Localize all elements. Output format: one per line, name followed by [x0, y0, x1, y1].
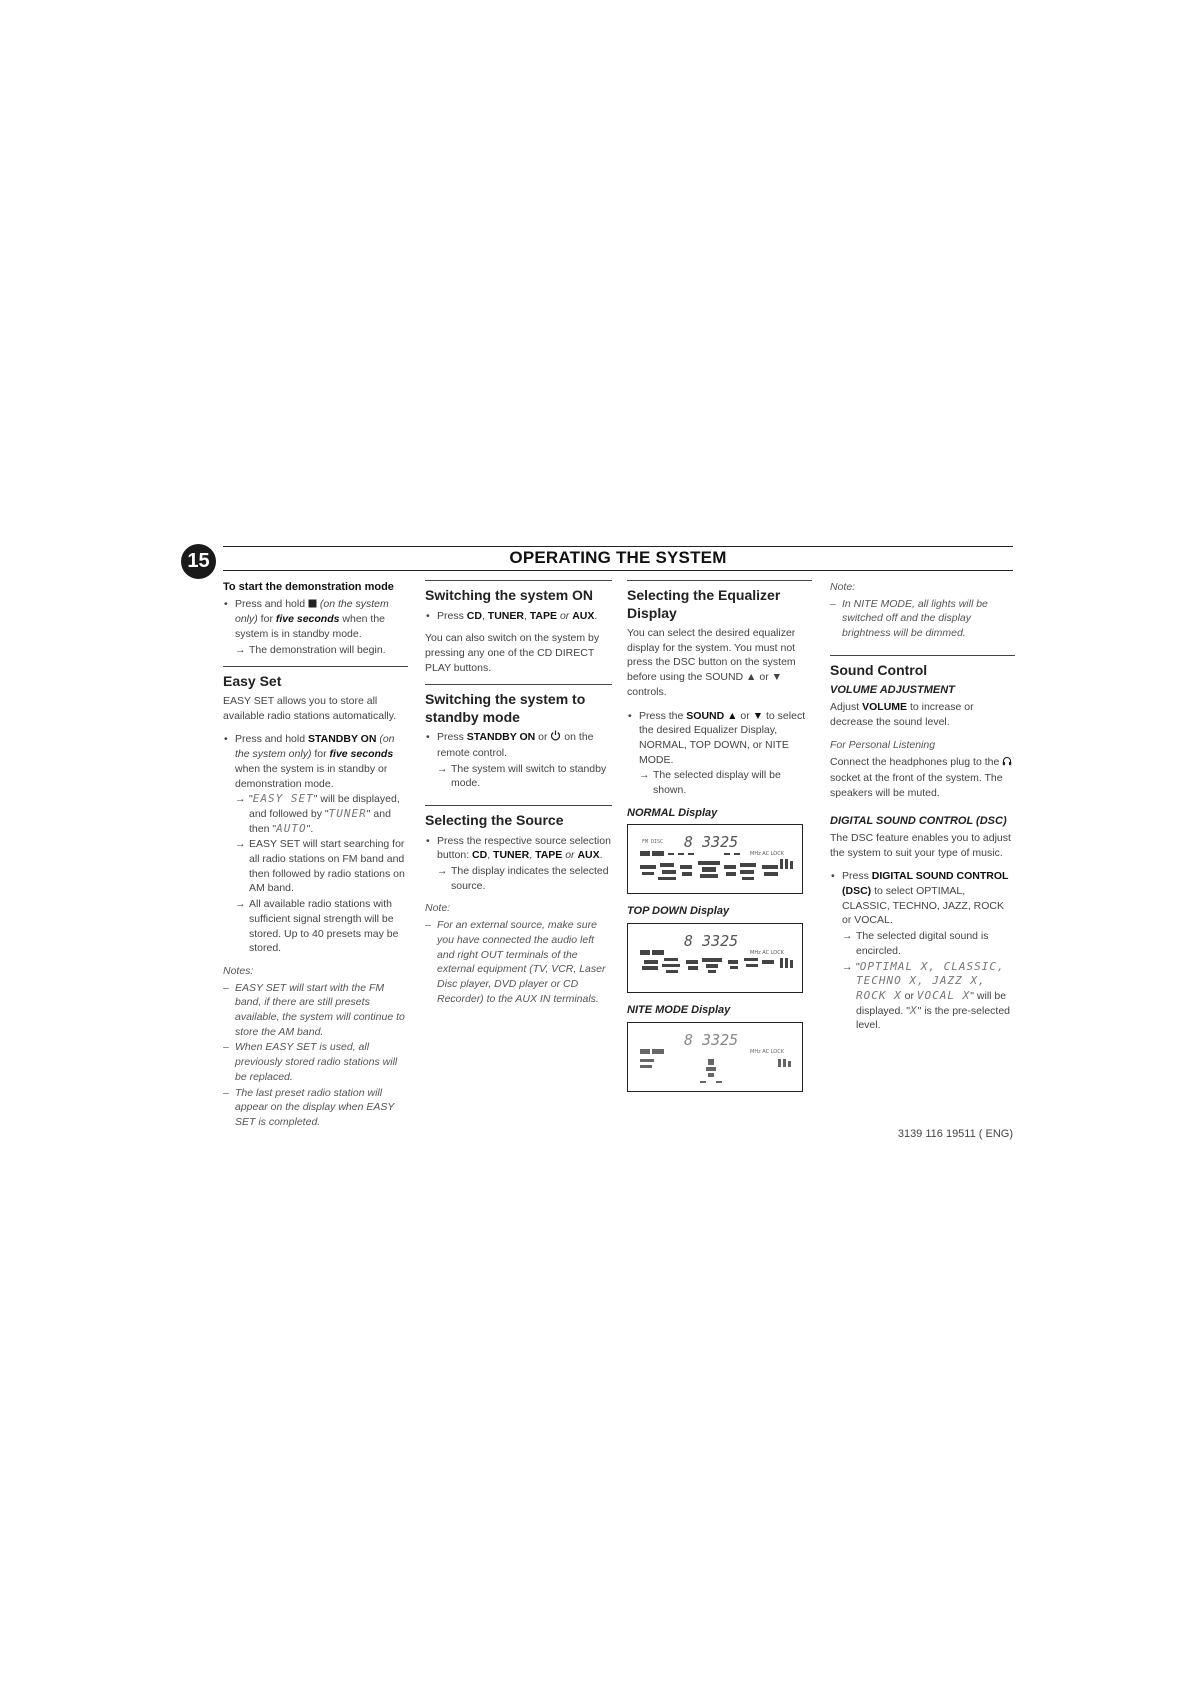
power-icon: [550, 730, 561, 746]
text: CD: [472, 849, 488, 862]
lcd-digits: 8 3325: [684, 833, 739, 852]
text: " is the pre-selected level.: [856, 1004, 1011, 1032]
note-label: Note:: [830, 581, 856, 593]
text: Press and hold: [235, 597, 308, 610]
list-item: [223, 732, 408, 791]
list-item: [830, 960, 1015, 1034]
header-rule-top: [223, 546, 1013, 547]
personal-listening-para: [830, 755, 1015, 800]
lcd-text: AUTO: [276, 821, 307, 835]
source-heading: Selecting the Source: [425, 805, 612, 830]
note-list: [425, 918, 612, 1006]
list-item: → The system will switch to standby mode.: [425, 762, 612, 791]
note-label: Note:: [425, 902, 451, 915]
page-title: OPERATING THE SYSTEM: [509, 548, 727, 567]
top-down-display-graphic: [628, 924, 802, 992]
headphones-icon: [1002, 756, 1012, 771]
text: CD: [466, 609, 482, 622]
text: five seconds: [275, 613, 340, 626]
text: ": [856, 960, 860, 973]
text: for: [311, 748, 330, 761]
list-item: [425, 730, 612, 760]
list-item: – In NITE MODE, all lights will be switched off and the display brightness will be dimmed.: [830, 597, 1015, 641]
text: SOUND ▲: [686, 709, 738, 722]
lcd-small-text: FM DISC: [642, 839, 664, 846]
text: Press: [437, 731, 467, 744]
top-down-display-figure: [627, 923, 803, 993]
text: STANDBY ON: [307, 733, 377, 746]
lcd-text: TUNER: [328, 806, 367, 820]
lcd-tags: MHz AC LOCK: [750, 1048, 785, 1055]
text: five seconds: [329, 748, 394, 761]
easyset-steps: [223, 732, 408, 956]
sound-control-heading: Sound Control: [830, 655, 1015, 680]
text: when the system is in standby mode.: [235, 613, 386, 641]
switch-on-heading: Switching the system ON: [425, 580, 612, 605]
easyset-heading: Easy Set: [223, 666, 408, 691]
text: AUX: [577, 849, 600, 862]
text: or: [557, 609, 573, 622]
text: ,: [487, 849, 494, 862]
nite-mode-display-graphic: [628, 1023, 802, 1091]
text: (on the system only): [235, 597, 389, 626]
page-number-badge: [181, 544, 216, 579]
text: TAPE: [529, 609, 558, 622]
switch-on-steps: [425, 609, 612, 624]
volume-subheading: VOLUME ADJUSTMENT: [830, 684, 955, 697]
column-3: [627, 580, 812, 1102]
text: ,: [481, 609, 488, 622]
text: ,: [529, 849, 536, 862]
lcd-text: VOCAL X: [916, 988, 971, 1002]
lcd-text: EASY SET: [252, 792, 314, 806]
text: on the remote control.: [437, 731, 594, 760]
text: VOLUME: [862, 701, 908, 714]
personal-listening-subheading: For Personal Listening: [830, 739, 936, 752]
list-item: – EASY SET will start with the FM band, if there are still presets available, the system will continue to store the AM band.: [223, 981, 408, 1040]
text: Press and hold: [235, 733, 308, 746]
easyset-intro: EASY SET allows you to store all available radio stations automatically.: [223, 695, 397, 722]
text: ,: [523, 609, 530, 622]
text: when the system is in standby or demonstration mode.: [235, 762, 388, 790]
list-item: [425, 834, 612, 863]
dsc-para: The DSC feature enables you to adjust the system to suit your type of music.: [830, 831, 1011, 859]
text: to select OPTIMAL, CLASSIC, TECHNO, JAZZ, ROCK or VOCAL.: [842, 885, 1004, 927]
text: (on the system only): [235, 733, 395, 761]
footer-code: 3139 116 19511 ( ENG): [897, 1128, 1013, 1140]
column-4: [830, 580, 1015, 1041]
text: or: [562, 849, 578, 862]
text: or: [737, 709, 753, 722]
text: socket at the front of the system. The speakers will be muted.: [830, 771, 1003, 799]
notes-label: Notes:: [223, 964, 254, 977]
list-item: [627, 709, 812, 768]
lcd-text: OPTIMAL X, CLASSIC, TECHNO X, JAZZ X, ROCK X: [856, 959, 1005, 1002]
text: to increase or decrease the sound level.: [830, 701, 974, 728]
list-item: [223, 597, 408, 642]
text: ": [249, 793, 253, 806]
normal-display-graphic: [628, 825, 802, 893]
source-steps: [425, 834, 612, 894]
text: Press the respective source selection button:: [437, 834, 611, 862]
text: Press the: [639, 709, 687, 722]
text: or: [901, 989, 917, 1002]
standby-heading: Switching the system to standby mode: [425, 684, 612, 726]
demo-heading: To start the demonstration mode: [223, 581, 394, 593]
lcd-digits: 8 3325: [684, 932, 739, 951]
equalizer-para: You can select the desired equalizer display for the system. You must not press the DSC button on the system before using the SOUND ▲ or ▼ controls.: [627, 627, 796, 698]
lcd-tags: MHz AC LOCK: [750, 950, 785, 957]
equalizer-steps: [627, 709, 812, 798]
standby-steps: [425, 730, 612, 791]
text: to select the desired Equalizer Display, NORMAL, TOP DOWN, or NITE MODE.: [639, 709, 806, 766]
text: .: [599, 849, 603, 862]
note-list: [830, 597, 1015, 641]
list-item: [223, 792, 408, 836]
top-down-display-caption: TOP DOWN Display: [627, 905, 730, 918]
nite-mode-display-figure: [627, 1022, 803, 1092]
dsc-steps: [830, 869, 1015, 1033]
text: ▼: [752, 709, 764, 722]
nite-mode-display-caption: NITE MODE Display: [627, 1004, 731, 1017]
list-item: [830, 869, 1015, 928]
text: or: [535, 731, 551, 744]
list-item: – When EASY SET is used, all previously stored radio stations will be replaced.: [223, 1040, 408, 1084]
text: for: [257, 613, 276, 626]
switch-on-para: You can also switch on the system by pressing any one of the CD DIRECT PLAY buttons.: [425, 632, 600, 674]
equalizer-heading: Selecting the Equalizer Display: [627, 580, 812, 622]
text: TUNER: [487, 609, 524, 622]
dsc-subheading: DIGITAL SOUND CONTROL (DSC): [830, 815, 1007, 828]
text: AUX: [572, 609, 595, 622]
lcd-digits: 8 3325: [684, 1030, 739, 1049]
normal-display-figure: [627, 824, 803, 894]
text: " and then ": [249, 807, 391, 835]
text: TAPE: [535, 849, 563, 862]
volume-para: [830, 700, 1015, 729]
text: .: [594, 609, 598, 622]
normal-display-caption: NORMAL Display: [627, 806, 718, 819]
text: ".: [306, 822, 314, 835]
text: " will be displayed, and followed by ": [249, 793, 400, 820]
text: TUNER: [493, 849, 530, 862]
list-item: [425, 609, 612, 624]
text: DIGITAL SOUND CONTROL (DSC): [842, 870, 1009, 898]
list-item: → The selected display will be shown.: [627, 768, 812, 797]
list-item: → All available radio stations with sufficient signal strength will be stored. Up to 40 presets may be stored.: [223, 897, 408, 956]
column-1: [223, 580, 408, 1138]
text: Adjust: [830, 701, 863, 714]
column-2: [425, 580, 612, 1014]
text: " will be displayed. ": [856, 989, 1007, 1017]
text: Connect the headphones plug to the: [830, 756, 1003, 769]
list-item: → The display indicates the selected source.: [425, 864, 612, 893]
notes-list: [223, 981, 408, 1130]
text: Press: [842, 870, 872, 883]
header-rule-bottom: [223, 570, 1013, 571]
list-item: → The demonstration will begin.: [223, 643, 408, 658]
demo-steps: [223, 597, 408, 658]
lcd-tags: MHz AC LOCK: [750, 851, 785, 858]
text: STANDBY ON: [466, 731, 536, 744]
page-number: 15: [187, 550, 210, 572]
list-item: → EASY SET will start searching for all radio stations on FM band and then followed by radio stations on AM band.: [223, 837, 408, 896]
list-item: – For an external source, make sure you have connected the audio left and right OUT terminals of the external equipment (TV, VCR, Laser Disc player, DVD player or CD Recorder) to the AUX IN terminals.: [425, 918, 612, 1006]
text: Press: [437, 609, 467, 622]
stop-icon: [308, 598, 317, 613]
lcd-text: X: [909, 1003, 918, 1017]
list-item: → The selected digital sound is encircled.: [830, 929, 1015, 958]
list-item: – The last preset radio station will appear on the display when EASY SET is completed.: [223, 1086, 408, 1130]
